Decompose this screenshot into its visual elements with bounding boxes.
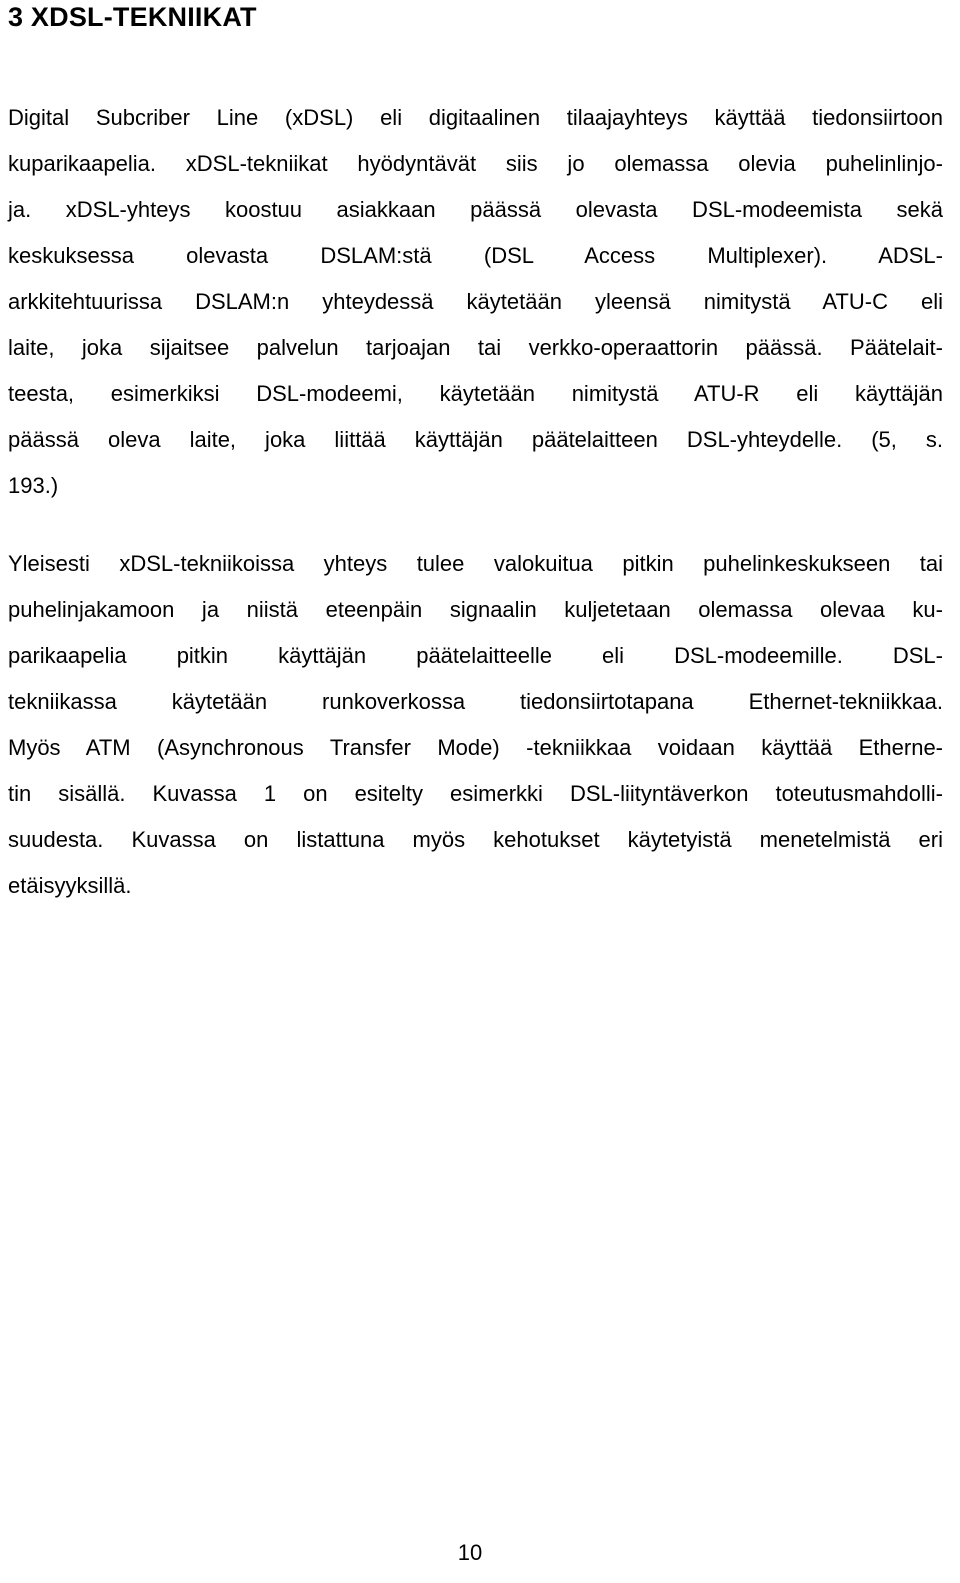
text-line: 193.) <box>8 473 59 498</box>
text-line: laite, joka sijaitsee palvelun tarjoajan tai verkko-operaattorin päässä. Päätelait- <box>8 335 943 360</box>
text-line: tekniikassa käytetään runkoverkossa tiedonsiirtotapana Ethernet-tekniikkaa. <box>8 689 943 714</box>
text-line: Myös ATM (Asynchronous Transfer Mode) -tekniikkaa voidaan käyttää Etherne- <box>8 735 943 760</box>
text-line: teesta, esimerkiksi DSL-modeemi, käytetään nimitystä ATU-R eli käyttäjän <box>8 381 943 406</box>
text-line: parikaapelia pitkin käyttäjän päätelaitteelle eli DSL-modeemille. DSL- <box>8 643 943 668</box>
text-line: keskuksessa olevasta DSLAM:stä (DSL Access Multiplexer). ADSL- <box>8 243 943 268</box>
page-number: 10 <box>457 1540 483 1565</box>
text-line: Yleisesti xDSL-tekniikoissa yhteys tulee valokuitua pitkin puhelinkeskukseen tai <box>8 551 943 576</box>
page-title: 3 XDSL-TEKNIIKAT <box>8 2 257 32</box>
text-line: päässä oleva laite, joka liittää käyttäjän päätelaitteen DSL-yhteydelle. (5, s. <box>8 427 943 452</box>
text-line: Digital Subcriber Line (xDSL) eli digitaalinen tilaajayhteys käyttää tiedonsiirtoon <box>8 105 943 130</box>
paragraph-intro <box>8 95 943 509</box>
paragraph-overview <box>8 541 943 909</box>
text-line: arkkitehtuurissa DSLAM:n yhteydessä käytetään yleensä nimitystä ATU-C eli <box>8 289 943 314</box>
text-line: etäisyyksillä. <box>8 873 132 898</box>
text-line: puhelinjakamoon ja niistä eteenpäin signaalin kuljetetaan olemassa olevaa ku- <box>8 597 943 622</box>
text-line: ja. xDSL-yhteys koostuu asiakkaan päässä olevasta DSL-modeemista sekä <box>8 197 943 222</box>
text-line: tin sisällä. Kuvassa 1 on esitelty esimerkki DSL-liityntäverkon toteutusmahdolli- <box>8 781 943 806</box>
text-line: suudesta. Kuvassa on listattuna myös kehotukset käytetyistä menetelmistä eri <box>8 827 943 852</box>
text-line: kuparikaapelia. xDSL-tekniikat hyödyntävät siis jo olemassa olevia puhelinlinjo- <box>8 151 943 176</box>
